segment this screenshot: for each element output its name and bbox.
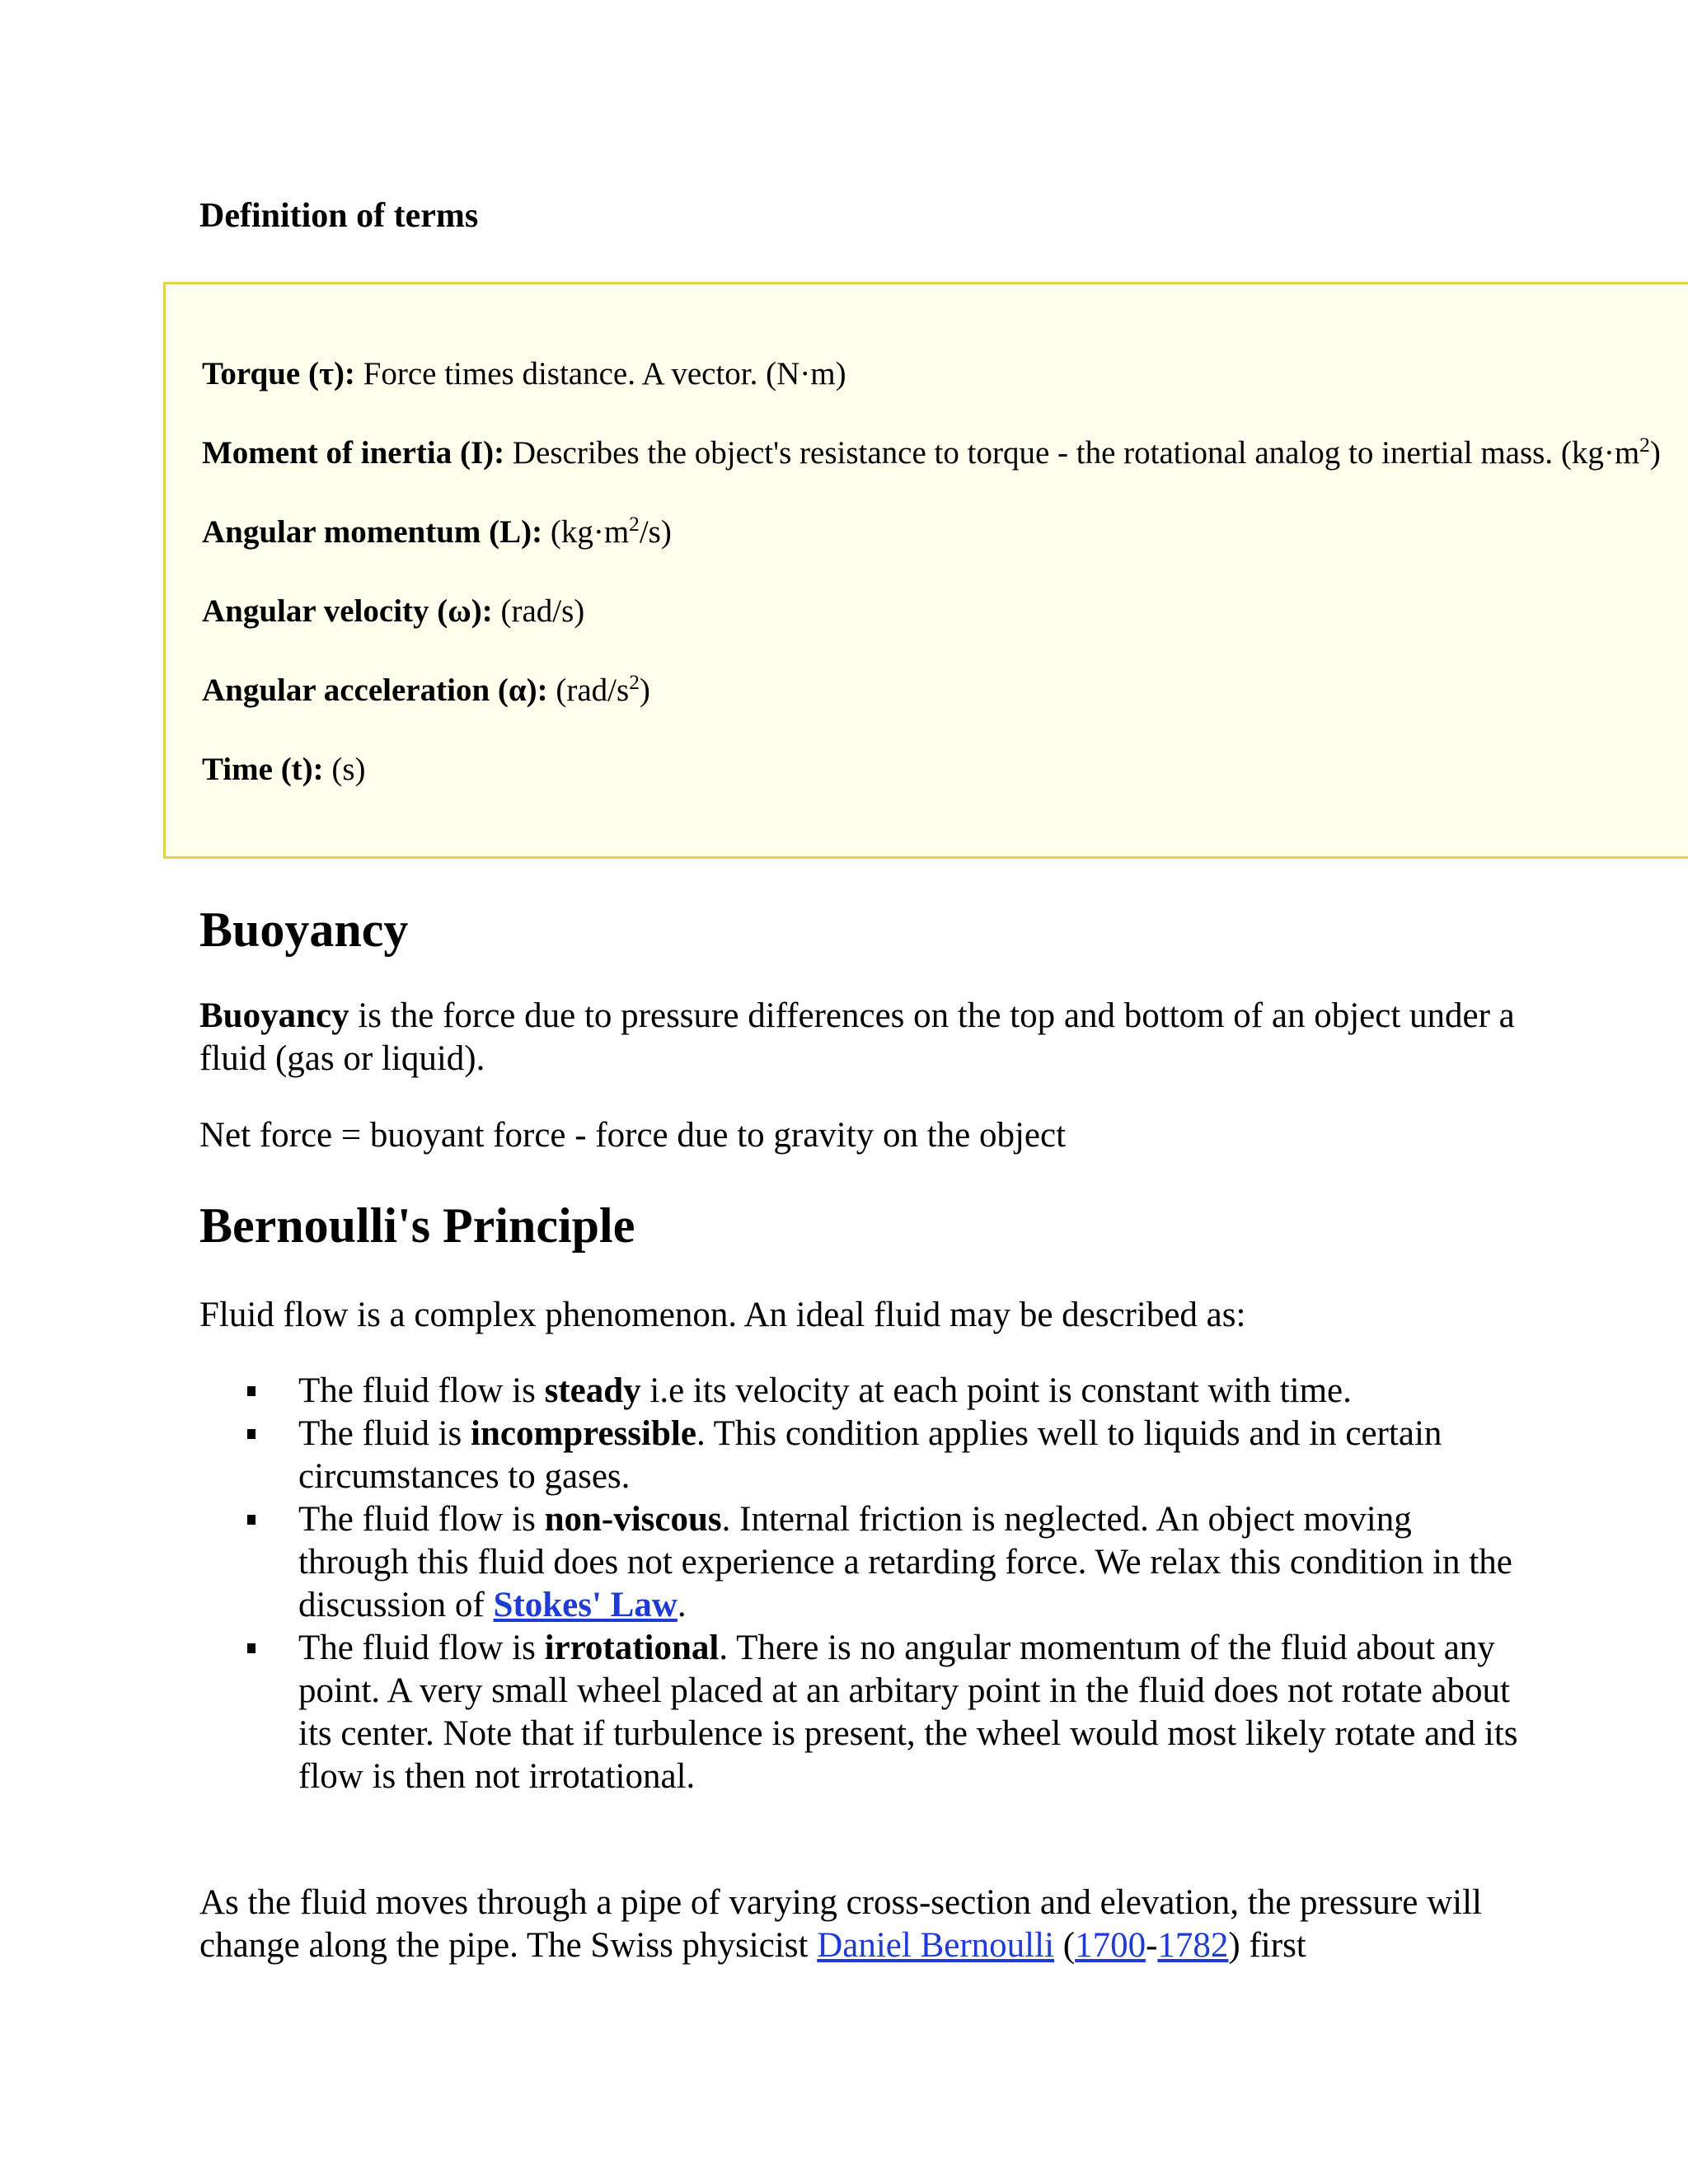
year-1782-link[interactable]: 1782 [1157, 1926, 1229, 1965]
list-item-text: . Internal friction is neglected. An object moving through this fluid does not experience a retarding force. We relax this condition in the discussion of [298, 1500, 1512, 1624]
term-desc: (s) [323, 752, 366, 787]
square-bullet-icon [247, 1643, 256, 1653]
stokes-law-link[interactable]: Stokes' Law [493, 1586, 678, 1624]
term-angular-acceleration [202, 671, 650, 710]
paragraph-text: As the fluid moves through a pipe of varying cross-section and elevation, the pressure will change along the pipe. The Swiss physicist [199, 1883, 1482, 1965]
definitions-heading: Definition of terms [199, 197, 479, 235]
term-desc: (kg·m [542, 514, 630, 550]
term-desc-after: /s) [639, 514, 672, 550]
bernoulli-title: Bernoulli's Principle [199, 1198, 635, 1253]
term-desc-after: ) [1649, 435, 1661, 471]
term-sup: 2 [1639, 434, 1650, 457]
paragraph-text: ) first [1228, 1926, 1306, 1965]
term-name: Angular acceleration (α): [202, 673, 548, 708]
paragraph-text: - [1146, 1926, 1158, 1965]
list-item-bold: non-viscous [544, 1500, 722, 1539]
term-time [202, 750, 366, 790]
term-desc: Describes the object's resistance to torque - the rotational analog to inertial mass. (kg·m [504, 435, 1640, 471]
buoyancy-title: Buoyancy [199, 902, 409, 957]
term-desc-after: ) [639, 673, 650, 708]
buoyancy-paragraph-text: is the force due to pressure differences on the top and bottom of an object under a fluid (gas or liquid). [199, 996, 1515, 1078]
term-name: Angular momentum (L): [202, 514, 543, 550]
list-item [199, 1370, 1518, 1413]
definitions-box [163, 282, 1688, 859]
term-name: Angular velocity (ω): [202, 593, 493, 629]
term-torque [202, 354, 846, 394]
term-moment-of-inertia [202, 434, 1661, 473]
list-item-bold: irrotational [544, 1629, 720, 1667]
term-name: Moment of inertia (I): [202, 435, 505, 471]
buoyancy-bold-term: Buoyancy [199, 996, 349, 1035]
list-item-text: . [677, 1586, 687, 1624]
list-item-text: The fluid is [298, 1414, 471, 1453]
ideal-fluid-list [199, 1370, 1518, 1798]
list-item [199, 1413, 1518, 1498]
list-item-bold: steady [544, 1371, 641, 1410]
daniel-bernoulli-link[interactable]: Daniel Bernoulli [817, 1926, 1055, 1965]
list-item-text: The fluid flow is [298, 1500, 545, 1539]
list-item-text: The fluid flow is [298, 1629, 545, 1667]
term-angular-velocity [202, 592, 584, 631]
list-item-text: . There is no angular momentum of the fluid about any point. A very small wheel placed at an arbitary point in the fluid does not rotate about its center. Note that if turbulence is present, the wheel would most likely rotate and its flow is then not irrotational. [298, 1629, 1518, 1796]
term-name: Torque (τ): [202, 356, 355, 391]
year-1700-link[interactable]: 1700 [1075, 1926, 1146, 1965]
list-item-bold: incompressible [471, 1414, 696, 1453]
square-bullet-icon [247, 1515, 256, 1525]
term-angular-momentum [202, 513, 672, 552]
list-item-text: The fluid flow is [298, 1371, 545, 1410]
term-desc: (rad/s) [492, 593, 585, 629]
bernoulli-intro: Fluid flow is a complex phenomenon. An ideal fluid may be described as: [199, 1296, 1246, 1334]
list-item [199, 1627, 1518, 1798]
term-sup: 2 [629, 513, 640, 536]
buoyancy-paragraph [199, 995, 1518, 1080]
paragraph-text: ( [1054, 1926, 1076, 1965]
square-bullet-icon [247, 1429, 256, 1439]
bernoulli-closing-paragraph [199, 1882, 1518, 1967]
term-desc: (rad/s [547, 673, 630, 708]
term-name: Time (t): [202, 752, 324, 787]
list-item-text: i.e its velocity at each point is constant with time. [640, 1371, 1352, 1410]
term-desc: Force times distance. A vector. (N·m) [354, 356, 846, 391]
net-force-paragraph: Net force = buoyant force - force due to gravity on the object [199, 1116, 1067, 1155]
list-item [199, 1498, 1518, 1627]
list-item-text: . This condition applies well to liquids and in certain circumstances to gases. [298, 1414, 1442, 1496]
square-bullet-icon [247, 1386, 256, 1396]
term-sup: 2 [629, 671, 640, 694]
